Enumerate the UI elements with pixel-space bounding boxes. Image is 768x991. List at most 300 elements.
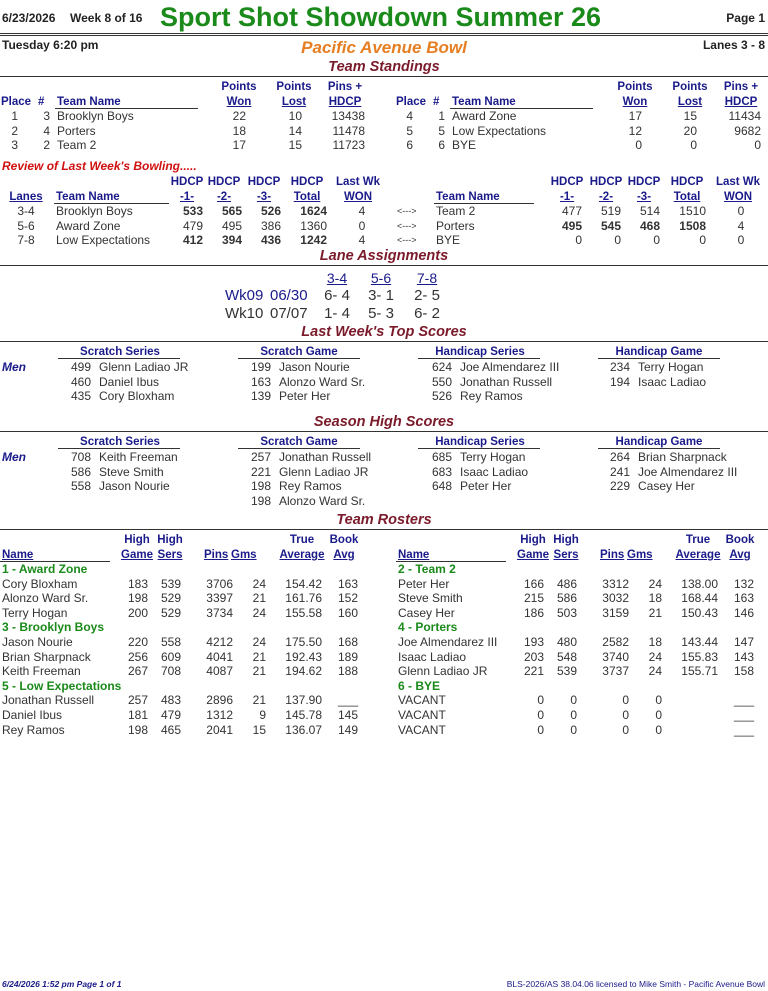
divider: [0, 76, 768, 77]
lane-matchup: 3- 1: [368, 287, 394, 304]
review-opponent-name: Porters: [436, 218, 475, 233]
lanes-range: Lanes 3 - 8: [702, 38, 765, 52]
standing-lost: 20: [683, 123, 697, 138]
score-value: 198: [250, 479, 271, 493]
vs-arrow: <--->: [397, 235, 417, 245]
review-opp-won: 0: [737, 204, 745, 218]
section-season-high: Season High Scores: [313, 414, 455, 430]
review-lanes: 5-6: [17, 218, 35, 233]
score-value: 194: [609, 374, 630, 389]
roster-true-average: 192.43: [285, 649, 322, 664]
roster-true-average: 168.44: [681, 591, 718, 606]
review-opp-game-3: 0: [653, 233, 660, 247]
header-underline: [418, 358, 540, 359]
score-value: 264: [609, 450, 630, 464]
col-header-g1: -1-: [179, 191, 195, 203]
col-header-lanes: Lanes: [9, 191, 43, 203]
standing-team-number: 6: [438, 138, 445, 152]
col-header-g2: -2-: [216, 191, 232, 203]
roster-pins: 3740: [602, 649, 629, 664]
roster-player-name: Daniel Ibus: [2, 708, 63, 722]
standing-place: 5: [406, 123, 413, 138]
roster-book-average: 160: [337, 605, 358, 620]
score-value: 234: [609, 360, 630, 374]
review-game-3: 526: [260, 204, 281, 218]
roster-book-average: 188: [337, 664, 358, 679]
score-value: 648: [431, 479, 452, 493]
score-value: 229: [609, 479, 630, 493]
col-header-team-name: Team Name: [452, 96, 516, 108]
roster-true-average: 155.83: [681, 649, 718, 664]
roster-true-average: 155.58: [285, 605, 322, 620]
review-opp-total: 1508: [679, 218, 706, 233]
col-header-total: Total: [293, 191, 321, 203]
col-header-series: Sers: [157, 549, 183, 561]
roster-true-average: 136.07: [285, 722, 322, 737]
roster-high-game: 198: [127, 591, 148, 606]
roster-player-name: Alonzo Ward Sr.: [2, 591, 89, 606]
col-header-hdcp: HDCP: [589, 176, 623, 188]
review-opp-won: 4: [737, 218, 745, 233]
score-value: 241: [609, 464, 630, 479]
roster-book-average: ___: [733, 722, 754, 737]
col-header-won: WON: [723, 191, 753, 203]
roster-book-average: 189: [337, 649, 358, 664]
bowler-name: Rey Ramos: [460, 389, 523, 403]
standing-won: 0: [635, 138, 642, 152]
standing-pins-hdcp: 11723: [332, 138, 365, 152]
roster-games: 21: [252, 591, 266, 606]
roster-true-average: 137.90: [285, 693, 322, 708]
roster-player-name: VACANT: [398, 693, 446, 708]
roster-pins: 3032: [602, 591, 629, 606]
review-won: 4: [358, 233, 366, 247]
bowler-name: Jonathan Russell: [460, 374, 553, 389]
col-header-team-name: Team Name: [57, 96, 121, 108]
col-header-place: Place: [1, 96, 32, 108]
roster-book-average: ___: [733, 708, 754, 722]
score-value: 708: [70, 450, 91, 464]
divider: [0, 341, 768, 342]
col-header-name: Name: [2, 549, 34, 561]
col-header-won: WON: [343, 191, 373, 203]
roster-player-name: Jason Nourie: [2, 635, 73, 649]
roster-true-average: 150.43: [681, 605, 718, 620]
review-lanes: 7-8: [17, 233, 35, 247]
col-header-game: Game: [121, 549, 153, 561]
roster-book-average: ___: [337, 693, 358, 708]
review-opponent-name: BYE: [436, 233, 461, 247]
review-game-1: 479: [182, 218, 203, 233]
bowler-name: Peter Her: [460, 479, 512, 493]
col-header-place: Place: [396, 96, 427, 108]
review-total: 1624: [300, 204, 327, 218]
roster-player-name: Cory Bloxham: [2, 576, 78, 591]
col-header-g3: -3-: [256, 191, 272, 203]
roster-player-name: Joe Almendarez III: [398, 635, 498, 649]
score-value: 435: [70, 389, 91, 403]
review-game-3: 386: [260, 218, 281, 233]
standing-team-name: Brooklyn Boys: [57, 109, 134, 123]
score-value: 624: [431, 360, 452, 374]
lane-date: 06/30: [270, 287, 308, 304]
score-category-header: Handicap Series: [435, 436, 525, 448]
divider: [0, 529, 768, 530]
standing-team-number: 3: [43, 109, 50, 123]
col-header-g2: -2-: [598, 191, 614, 203]
roster-book-average: ___: [733, 693, 754, 708]
roster-player-name: Peter Her: [398, 576, 450, 591]
standing-pins-hdcp: 13438: [331, 109, 365, 123]
roster-high-series: 0: [570, 693, 577, 708]
roster-high-series: 465: [160, 722, 181, 737]
roster-high-series: 708: [160, 664, 181, 679]
score-value: 499: [70, 360, 91, 374]
roster-pins: 3397: [206, 591, 233, 606]
standing-won: 18: [232, 123, 246, 138]
col-header-games: Gms: [627, 549, 653, 561]
roster-high-series: 609: [160, 649, 181, 664]
roster-high-series: 529: [160, 605, 181, 620]
score-category-header: Handicap Series: [435, 346, 525, 358]
roster-true-average: 154.42: [285, 576, 322, 591]
week-label: Week 8 of 16: [70, 11, 143, 25]
roster-pins: 3159: [602, 605, 629, 620]
bowler-name: Daniel Ibus: [99, 374, 160, 389]
roster-book-average: 145: [337, 708, 358, 722]
roster-high-game: 181: [127, 708, 148, 722]
roster-team-name: 5 - Low Expectations: [2, 678, 122, 693]
bowler-name: Joe Almendarez III: [460, 360, 560, 374]
roster-games: 18: [648, 591, 662, 606]
roster-high-game: 0: [537, 693, 544, 708]
bowler-name: Alonzo Ward Sr.: [279, 374, 366, 389]
review-game-1: 412: [182, 233, 203, 247]
bowler-name: Casey Her: [638, 479, 695, 493]
review-won: 0: [358, 218, 366, 233]
roster-high-series: 0: [570, 708, 577, 722]
review-opp-game-1: 477: [561, 204, 582, 218]
col-header-game: Game: [517, 549, 549, 561]
col-header-book: Book: [329, 534, 359, 546]
roster-book-average: 158: [733, 664, 754, 679]
col-header-true: True: [685, 534, 711, 546]
standing-team-name: BYE: [452, 138, 477, 152]
review-opp-game-2: 519: [600, 204, 621, 218]
score-category-header: Scratch Game: [260, 346, 338, 358]
col-header-true: True: [289, 534, 315, 546]
roster-high-series: 529: [160, 591, 181, 606]
col-header-hdcp: HDCP: [550, 176, 584, 188]
roster-games: 15: [252, 722, 266, 737]
roster-team-name: 3 - Brooklyn Boys: [2, 620, 105, 635]
review-opp-game-3: 514: [639, 204, 660, 218]
col-header-last-week: Last Wk: [715, 176, 761, 188]
roster-team-name: 2 - Team 2: [398, 562, 456, 576]
bowler-name: Cory Bloxham: [99, 389, 175, 403]
bowling-center: Pacific Avenue Bowl: [301, 38, 467, 57]
roster-high-series: 479: [160, 708, 181, 722]
review-opp-total: 1510: [679, 204, 706, 218]
roster-games: 21: [252, 664, 266, 679]
col-header-name: Name: [398, 549, 430, 561]
bowler-name: Terry Hogan: [460, 450, 526, 464]
col-header-g3: -3-: [636, 191, 652, 203]
standing-team-number: 1: [438, 109, 445, 123]
roster-high-series: 503: [556, 605, 577, 620]
roster-games: 24: [252, 605, 266, 620]
col-header-hdcp: HDCP: [170, 176, 204, 188]
score-category-header: Scratch Series: [80, 436, 160, 448]
col-header-book: Book: [725, 534, 755, 546]
col-header-high: High: [157, 534, 183, 546]
section-top-scores: Last Week's Top Scores: [301, 324, 467, 340]
lane-matchup: 6- 4: [324, 287, 350, 304]
roster-games: 21: [252, 649, 266, 664]
roster-pins: 4087: [206, 664, 233, 679]
score-value: 586: [70, 464, 91, 479]
roster-book-average: 143: [733, 649, 754, 664]
roster-player-name: Keith Freeman: [2, 664, 81, 679]
col-header-last-week: Last Wk: [335, 176, 381, 188]
roster-pins: 1312: [206, 708, 233, 722]
score-category-header: Scratch Game: [260, 436, 338, 448]
standing-pins-hdcp: 0: [754, 138, 761, 152]
review-team-name: Low Expectations: [56, 233, 151, 247]
lane-pair-header: 7-8: [416, 270, 438, 286]
standing-won: 22: [232, 109, 246, 123]
roster-high-series: 486: [556, 576, 577, 591]
col-header-hdcp: HDCP: [290, 176, 324, 188]
bowler-name: Terry Hogan: [638, 360, 704, 374]
standing-pins-hdcp: 11478: [332, 123, 365, 138]
score-value: 221: [250, 464, 271, 479]
review-opp-won: 0: [737, 233, 745, 247]
roster-games: 24: [648, 649, 662, 664]
review-game-2: 565: [221, 204, 242, 218]
roster-book-average: 168: [337, 635, 358, 649]
review-team-name: Award Zone: [56, 218, 121, 233]
header-underline: [238, 448, 360, 449]
roster-team-name: 1 - Award Zone: [2, 562, 88, 576]
col-header-points: Points: [617, 81, 653, 93]
bowler-name: Jonathan Russell: [279, 450, 372, 464]
standing-pins-hdcp: 11434: [728, 109, 761, 123]
lane-matchup: 6- 2: [414, 305, 440, 322]
bowler-name: Jason Nourie: [99, 479, 170, 493]
bowler-name: Rey Ramos: [279, 479, 342, 493]
lane-week: Wk10: [225, 305, 264, 322]
lane-matchup: 2- 5: [414, 287, 440, 304]
col-header-pins: Pins +: [723, 81, 759, 93]
roster-games: 24: [648, 576, 662, 591]
col-header-points: Points: [221, 81, 257, 93]
col-header-pins: Pins +: [327, 81, 363, 93]
header-divider: [0, 33, 768, 36]
roster-pins: 2896: [206, 693, 233, 708]
roster-high-series: 539: [556, 664, 577, 679]
bowler-name: Glenn Ladiao JR: [279, 464, 369, 479]
col-header-total: Total: [673, 191, 701, 203]
roster-player-name: Brian Sharpnack: [2, 649, 91, 664]
standing-lost: 10: [288, 109, 302, 123]
lane-week: Wk09: [225, 287, 264, 304]
roster-player-name: Jonathan Russell: [2, 693, 95, 708]
review-heading: Review of Last Week's Bowling.....: [2, 159, 197, 173]
roster-high-series: 558: [160, 635, 181, 649]
bowler-name: Isaac Ladiao: [460, 464, 529, 479]
col-header-lost: Lost: [677, 96, 703, 108]
standing-team-number: 2: [43, 138, 50, 152]
gender-label: Men: [2, 450, 26, 464]
col-header-lost: Lost: [281, 96, 307, 108]
roster-high-game: 215: [523, 591, 544, 606]
roster-high-series: 586: [556, 591, 577, 606]
section-lane-assignments: Lane Assignments: [319, 248, 449, 264]
gender-label: Men: [2, 360, 26, 374]
col-header-pins: Pins: [204, 549, 229, 561]
roster-book-average: 149: [337, 722, 358, 737]
review-won: 4: [358, 204, 366, 218]
roster-book-average: 147: [733, 635, 754, 649]
roster-high-game: 257: [127, 693, 148, 708]
bowler-name: Peter Her: [279, 389, 331, 403]
roster-high-game: 166: [523, 576, 544, 591]
col-header-book-avg: Avg: [333, 549, 355, 561]
standing-place: 6: [406, 138, 413, 152]
standing-won: 12: [628, 123, 642, 138]
roster-pins: 4212: [206, 635, 233, 649]
roster-pins: 3734: [206, 605, 233, 620]
roster-player-name: Glenn Ladiao JR: [398, 664, 488, 679]
roster-player-name: Steve Smith: [398, 591, 463, 606]
roster-true-average: 143.44: [681, 635, 718, 649]
col-header-number: #: [433, 96, 440, 108]
roster-pins: 2041: [206, 722, 233, 737]
bowler-name: Brian Sharpnack: [638, 450, 727, 464]
review-game-2: 394: [221, 233, 242, 247]
col-header-pins: Pins: [600, 549, 625, 561]
roster-true-average: 161.76: [285, 591, 322, 606]
roster-high-game: 193: [523, 635, 544, 649]
divider: [0, 265, 768, 266]
roster-high-series: 483: [160, 693, 181, 708]
roster-pins: 3312: [602, 576, 629, 591]
score-value: 199: [250, 360, 271, 374]
col-header-high: High: [520, 534, 546, 546]
col-header-hdcp: HDCP: [207, 176, 241, 188]
lane-matchup: 5- 3: [368, 305, 394, 322]
col-header-games: Gms: [231, 549, 257, 561]
roster-player-name: Rey Ramos: [2, 722, 65, 737]
roster-pins: 3737: [602, 664, 629, 679]
standing-place: 4: [406, 109, 413, 123]
roster-pins: 4041: [206, 649, 233, 664]
standing-lost: 15: [288, 138, 302, 152]
review-opp-game-2: 0: [614, 233, 621, 247]
vs-arrow: <--->: [397, 206, 417, 216]
score-value: 460: [70, 374, 91, 389]
standing-team-name: Team 2: [57, 138, 97, 152]
header-underline: [58, 448, 180, 449]
roster-book-average: 152: [337, 591, 358, 606]
day-time: Tuesday 6:20 pm: [2, 38, 99, 52]
roster-team-name: 6 - BYE: [398, 678, 441, 693]
roster-book-average: 146: [733, 605, 754, 620]
standing-pins-hdcp: 9682: [734, 123, 761, 138]
report-date: 6/23/2026: [2, 11, 56, 25]
standing-team-number: 5: [438, 123, 445, 138]
score-value: 550: [431, 374, 452, 389]
header-underline: [58, 358, 180, 359]
col-header-g1: -1-: [559, 191, 575, 203]
roster-high-game: 0: [537, 708, 544, 722]
lane-pair-header: 3-4: [326, 270, 348, 286]
col-header-points: Points: [276, 81, 312, 93]
roster-high-game: 256: [127, 649, 148, 664]
review-team-name: Brooklyn Boys: [56, 204, 133, 218]
header-underline: [598, 448, 720, 449]
roster-games: 24: [252, 635, 266, 649]
roster-high-series: 548: [556, 649, 577, 664]
col-header-hdcp: HDCP: [627, 176, 661, 188]
roster-games: 21: [648, 605, 662, 620]
roster-high-game: 200: [127, 605, 148, 620]
standing-lost: 14: [288, 123, 302, 138]
score-value: 163: [250, 374, 271, 389]
license-text: BLS-2026/AS 38.04.06 licensed to Mike Smith - Pacific Avenue Bowl: [506, 979, 765, 989]
vs-arrow: <--->: [397, 220, 417, 231]
section-team-rosters: Team Rosters: [336, 512, 432, 528]
roster-pins: 2582: [602, 635, 629, 649]
roster-high-series: 0: [570, 722, 577, 737]
score-value: 685: [431, 450, 452, 464]
review-opp-total: 0: [699, 233, 706, 247]
bowler-name: Alonzo Ward Sr.: [279, 493, 366, 508]
standing-place: 2: [11, 123, 18, 138]
roster-high-game: 220: [127, 635, 148, 649]
roster-high-game: 183: [127, 576, 148, 591]
col-header-average: Average: [675, 549, 721, 561]
col-header-won: Won: [622, 96, 648, 108]
roster-pins: 3706: [206, 576, 233, 591]
score-category-header: Scratch Series: [80, 346, 160, 358]
review-lanes: 3-4: [17, 204, 35, 218]
roster-player-name: Isaac Ladiao: [398, 649, 467, 664]
roster-games: 0: [655, 693, 662, 708]
roster-high-series: 480: [556, 635, 577, 649]
score-value: 198: [250, 493, 271, 508]
col-header-hdcp: HDCP: [670, 176, 704, 188]
roster-book-average: 163: [337, 576, 358, 591]
lane-matchup: 1- 4: [324, 305, 350, 322]
roster-games: 24: [252, 576, 266, 591]
bowler-name: Isaac Ladiao: [638, 374, 707, 389]
score-value: 558: [70, 479, 91, 493]
roster-high-game: 0: [537, 722, 544, 737]
standing-team-number: 4: [43, 123, 50, 138]
score-value: 139: [250, 389, 271, 403]
col-header-number: #: [38, 96, 45, 108]
roster-book-average: 163: [733, 591, 754, 606]
review-opp-game-2: 545: [600, 218, 621, 233]
lane-pair-header: 5-6: [370, 270, 392, 286]
score-value: 257: [250, 450, 271, 464]
review-opp-game-1: 0: [575, 233, 582, 247]
review-game-1: 533: [182, 204, 203, 218]
standing-lost: 15: [683, 109, 697, 123]
bowler-name: Keith Freeman: [99, 450, 178, 464]
